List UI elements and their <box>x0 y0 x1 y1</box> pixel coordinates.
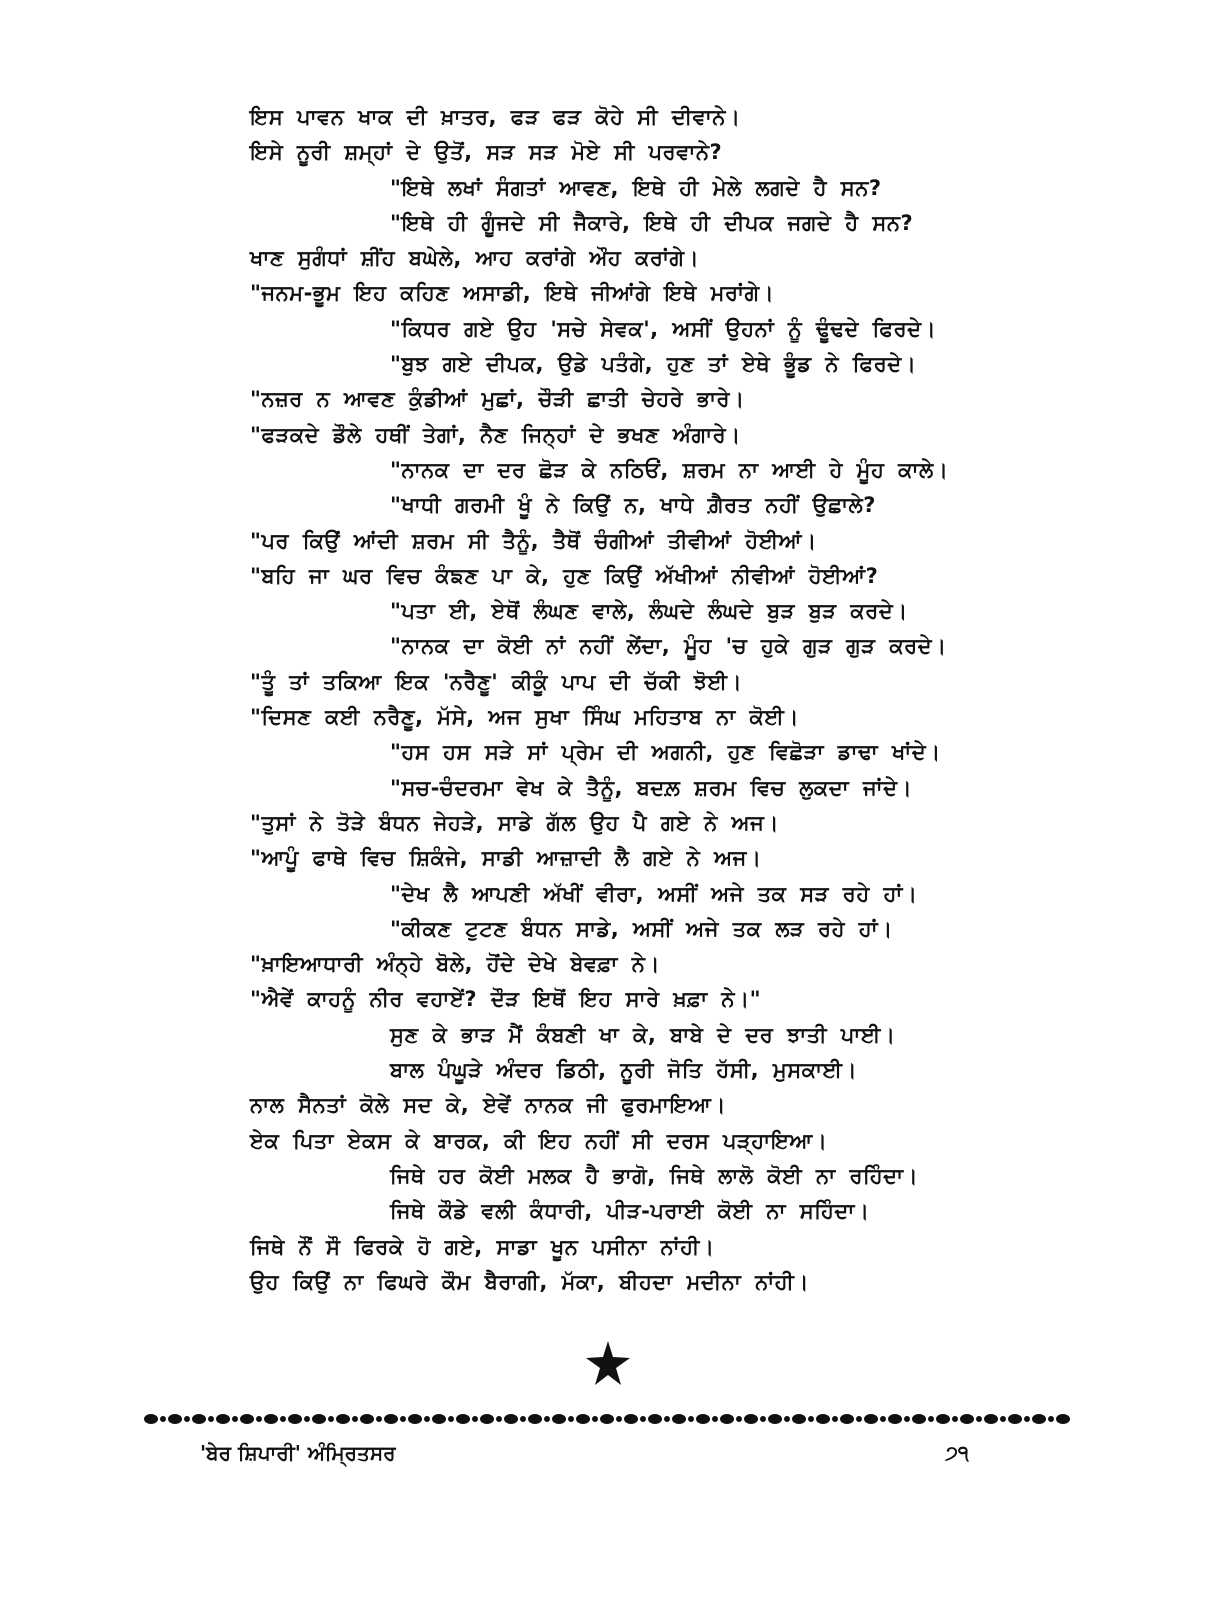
poem <box>250 100 990 1300</box>
border-bead <box>336 1414 350 1424</box>
border-bead <box>448 1416 454 1422</box>
border-bead <box>600 1414 614 1424</box>
poem-line: ਜਿਥੇ ਹਰ ਕੋਈ ਮਲਕ ਹੈ ਭਾਗੋ, ਜਿਥੇ ਲਾਲੋ ਕੋਈ ਨਾ ਰਹਿੰਦਾ। <box>390 1163 919 1188</box>
border-bead <box>528 1414 542 1424</box>
poem-line: "ਇਥੇ ਹੀ ਗੂੰਜਦੇ ਸੀ ਜੈਕਾਰੇ, ਇਥੇ ਹੀ ਦੀਪਕ ਜਗਦੇ ਹੈ ਸਨ? <box>390 210 914 235</box>
border-bead <box>688 1416 694 1422</box>
poem-line: ਜਿਥੇ ਕੌਡੇ ਵਲੀ ਕੰਧਾਰੀ, ਪੀੜ-ਪਰਾਈ ਕੋਈ ਨਾ ਸਹਿੰਦਾ। <box>390 1199 870 1224</box>
dotted-border-ornament <box>140 1412 1070 1426</box>
border-bead <box>720 1414 734 1424</box>
border-bead <box>696 1414 710 1424</box>
star-icon <box>583 1338 633 1388</box>
poem-line: ਖਾਣ ਸੁਗੰਧਾਂ ਸ਼ੀਂਹ ਬਘੇਲੇ, ਆਹ ਕਰਾਂਗੇ ਔਹ ਕਰਾਂਗੇ। <box>250 246 700 271</box>
border-bead <box>960 1414 974 1424</box>
border-bead <box>184 1416 190 1422</box>
border-bead <box>472 1416 478 1422</box>
border-bead <box>1008 1414 1022 1424</box>
border-bead <box>624 1414 638 1424</box>
border-bead <box>432 1414 446 1424</box>
poem-line: "ਪਰ ਕਿਉਂ ਆਂਦੀ ਸ਼ਰਮ ਸੀ ਤੈਨੂੰ, ਤੈਥੋਂ ਚੰਗੀਆਂ ਤੀਵੀਆਂ ਹੋਈਆਂ। <box>250 528 817 553</box>
border-bead <box>352 1416 358 1422</box>
poem-line: ਉਹ ਕਿਉਂ ਨਾ ਫਿਘਰੇ ਕੌਮ ਬੈਰਾਗੀ, ਮੱਕਾ, ਬੀਹਦਾ ਮਦੀਨਾ ਨਾਂਹੀ। <box>250 1269 810 1294</box>
border-bead <box>456 1414 470 1424</box>
border-bead <box>904 1416 910 1422</box>
poem-line: "ਜਨਮ-ਭੂਮ ਇਹ ਕਹਿਣ ਅਸਾਡੀ, ਇਥੇ ਜੀਆਂਗੇ ਇਥੇ ਮਰਾਂਗੇ। <box>250 281 775 306</box>
border-bead <box>640 1416 646 1422</box>
border-bead <box>384 1414 398 1424</box>
border-bead <box>1000 1416 1006 1422</box>
border-bead <box>928 1416 934 1422</box>
border-bead <box>280 1416 286 1422</box>
border-bead <box>712 1416 718 1422</box>
border-bead <box>328 1416 334 1422</box>
border-bead <box>304 1416 310 1422</box>
border-bead <box>864 1414 878 1424</box>
border-bead <box>424 1416 430 1422</box>
border-bead <box>616 1416 622 1422</box>
border-bead <box>736 1416 742 1422</box>
poem-line: ਜਿਥੇ ਨੌਂ ਸੌ ਫਿਰਕੇ ਹੋ ਗਏ, ਸਾਡਾ ਖੂਨ ਪਸੀਨਾ ਨਾਂਹੀ। <box>250 1234 715 1259</box>
border-bead <box>256 1416 262 1422</box>
poem-line: "ਤੂੰ ਤਾਂ ਤਕਿਆ ਇਕ 'ਨਰੈਣੂ' ਕੀਕੂੰ ਪਾਪ ਦੀ ਚੱਕੀ ਝੋਈ। <box>250 669 743 694</box>
border-bead <box>544 1416 550 1422</box>
poem-line: "ਤੁਸਾਂ ਨੇ ਤੋੜੇ ਬੰਧਨ ਜੇਹੜੇ, ਸਾਡੇ ਗੱਲ ਉਹ ਪੈ ਗਏ ਨੇ ਅਜ। <box>250 810 779 835</box>
border-bead <box>400 1416 406 1422</box>
border-bead <box>760 1416 766 1422</box>
border-bead <box>520 1416 526 1422</box>
poem-line: ਏਕ ਪਿਤਾ ਏਕਸ ਕੇ ਬਾਰਕ, ਕੀ ਇਹ ਨਹੀਂ ਸੀ ਦਰਸ ਪੜ੍ਹਾਇਆ। <box>250 1128 828 1153</box>
poem-line: "ਨਾਨਕ ਦਾ ਦਰ ਛੋੜ ਕੇ ਨਠਿਓਂ, ਸ਼ਰਮ ਨਾ ਆਈ ਹੇ ਮੂੰਹ ਕਾਲੇ। <box>390 457 949 482</box>
border-bead <box>832 1416 838 1422</box>
border-bead <box>360 1414 374 1424</box>
border-bead <box>192 1414 206 1424</box>
border-bead <box>952 1416 958 1422</box>
footer-book-title: 'ਬੇਰ ਸ਼ਿਪਾਰੀ' ਅੰਮ੍ਰਿਤਸਰ <box>200 1441 396 1465</box>
border-bead <box>744 1414 758 1424</box>
border-bead <box>856 1416 862 1422</box>
poem-line: "ਇਥੇ ਲਖਾਂ ਸੰਗਤਾਂ ਆਵਣ, ਇਥੇ ਹੀ ਮੇਲੇ ਲਗਦੇ ਹੈ ਸਨ? <box>390 175 882 200</box>
poem-line: "ਖ਼ਾਇਆਧਾਰੀ ਅੰਨ੍ਹੇ ਬੋਲੇ, ਹੋਂਦੇ ਦੇਖੇ ਬੇਵਫ਼ਾ ਨੇ। <box>250 952 661 977</box>
border-bead <box>912 1414 926 1424</box>
border-bead <box>264 1414 278 1424</box>
poem-line: "ਕਿਧਰ ਗਏ ਉਹ 'ਸਚੇ ਸੇਵਕ', ਅਸੀਂ ਉਹਨਾਂ ਨੂੰ ਢੂੰਢਦੇ ਫਿਰਦੇ। <box>390 316 937 341</box>
poem-line: ਇਸੇ ਨੂਰੀ ਸ਼ਮ੍ਹਾਂ ਦੇ ਉਤੋਂ, ਸੜ ਸੜ ਮੋਏ ਸੀ ਪਰਵਾਨੇ? <box>250 140 723 165</box>
poem-line: "ਐਵੇਂ ਕਾਹਨੂੰ ਨੀਰ ਵਹਾਏਂ? ਦੌੜ ਇਥੋਂ ਇਹ ਸਾਰੇ ਖ਼ਫ਼ਾ ਨੇ।" <box>250 987 762 1012</box>
border-bead <box>664 1416 670 1422</box>
border-bead <box>840 1414 854 1424</box>
border-bead <box>288 1414 302 1424</box>
border-bead <box>552 1414 566 1424</box>
border-bead <box>168 1414 182 1424</box>
border-bead <box>648 1414 662 1424</box>
poem-line: "ਦਿਸਣ ਕਈ ਨਰੈਣੂ, ਮੱਸੇ, ਅਜ ਸੁਖਾ ਸਿੰਘ ਮਹਿਤਾਬ ਨਾ ਕੋਈ। <box>250 705 800 730</box>
border-bead <box>408 1414 422 1424</box>
border-bead <box>376 1416 382 1422</box>
border-bead <box>768 1414 782 1424</box>
border-bead <box>888 1414 902 1424</box>
border-bead <box>880 1416 886 1422</box>
border-bead <box>1056 1414 1070 1424</box>
poem-line: "ਨਾਨਕ ਦਾ ਕੋਈ ਨਾਂ ਨਹੀਂ ਲੇਂਦਾ, ਮੂੰਹ 'ਚ ਹੁਕੇ ਗੁੜ ਗੁੜ ਕਰਦੇ। <box>390 634 947 659</box>
poem-line: "ਹਸ ਹਸ ਸੜੇ ਸਾਂ ਪ੍ਰੇਮ ਦੀ ਅਗਨੀ, ਹੁਣ ਵਿਛੋੜਾ ਡਾਢਾ ਖਾਂਦੇ। <box>390 740 941 765</box>
border-bead <box>1048 1416 1054 1422</box>
border-bead <box>232 1416 238 1422</box>
border-bead <box>1032 1414 1046 1424</box>
border-bead <box>816 1414 830 1424</box>
page-number: ੭੧ <box>945 1441 969 1465</box>
poem-line: "ਫੜਕਦੇ ਡੌਲੇ ਹਥੀਂ ਤੇਗਾਂ, ਨੈਣ ਜਿਨ੍ਹਾਂ ਦੇ ਭਖਣ ਅੰਗਾਰੇ। <box>250 422 741 447</box>
poem-line: "ਸਚ-ਚੰਦਰਮਾ ਵੇਖ ਕੇ ਤੈਨੂੰ, ਬਦਲ਼ ਸ਼ਰਮ ਵਿਚ ਲੁਕਦਾ ਜਾਂਦੇ। <box>390 775 913 800</box>
border-bead <box>1024 1416 1030 1422</box>
border-bead <box>504 1414 518 1424</box>
border-bead <box>784 1416 790 1422</box>
border-bead <box>240 1414 254 1424</box>
poem-line: "ਆਪੂੰ ਫਾਥੇ ਵਿਚ ਸ਼ਿਕੰਜੇ, ਸਾਡੀ ਆਜ਼ਾਦੀ ਲੈ ਗਏ ਨੇ ਅਜ। <box>250 846 762 871</box>
border-bead <box>592 1416 598 1422</box>
border-bead <box>480 1414 494 1424</box>
border-bead <box>576 1414 590 1424</box>
border-bead <box>160 1416 166 1422</box>
poem-line: "ਬੁਝ ਗਏ ਦੀਪਕ, ਉਡੇ ਪਤੰਗੇ, ਹੁਣ ਤਾਂ ਏਥੇ ਭੂੰਡ ਨੇ ਫਿਰਦੇ। <box>390 352 917 377</box>
border-bead <box>216 1414 230 1424</box>
poem-line: "ਬਹਿ ਜਾ ਘਰ ਵਿਚ ਕੰਙਣ ਪਾ ਕੇ, ਹੁਣ ਕਿਉਂ ਅੱਖੀਆਂ ਨੀਵੀਆਂ ਹੋਈਆਂ? <box>250 563 879 588</box>
border-bead <box>792 1414 806 1424</box>
poem-line: "ਪਤਾ ਈ, ਏਥੋਂ ਲੰਘਣ ਵਾਲੇ, ਲੰਘਦੇ ਲੰਘਦੇ ਬੁੜ ਬੁੜ ਕਰਦੇ। <box>390 599 908 624</box>
border-bead <box>808 1416 814 1422</box>
poem-line: ਬਾਲ ਪੰਘੂੜੇ ਅੰਦਰ ਡਿਠੀ, ਨੂਰੀ ਜੋਤਿ ਹੱਸੀ, ਮੁਸਕਾਈ। <box>390 1058 858 1083</box>
poem-line: "ਨਜ਼ਰ ਨ ਆਵਣ ਕੁੰਡੀਆਂ ਮੁਛਾਂ, ਚੌੜੀ ਛਾਤੀ ਚੇਹਰੇ ਭਾਰੇ। <box>250 387 745 412</box>
poem-line: ਇਸ ਪਾਵਨ ਖਾਕ ਦੀ ਖ਼ਾਤਰ, ਫੜ ਫੜ ਕੋਹੇ ਸੀ ਦੀਵਾਨੇ। <box>250 105 741 129</box>
border-bead <box>984 1414 998 1424</box>
border-bead <box>672 1414 686 1424</box>
border-bead <box>976 1416 982 1422</box>
border-bead <box>936 1414 950 1424</box>
poem-line: ਸੁਣ ਕੇ ਭਾੜ ਮੈਂ ਕੰਬਣੀ ਖਾ ਕੇ, ਬਾਬੇ ਦੇ ਦਰ ਝਾਤੀ ਪਾਈ। <box>390 1022 896 1047</box>
poem-line: "ਕੀਕਣ ਟੁਟਣ ਬੰਧਨ ਸਾਡੇ, ਅਸੀਂ ਅਜੇ ਤਕ ਲੜ ਰਹੇ ਹਾਂ। <box>390 916 893 941</box>
border-bead <box>312 1414 326 1424</box>
border-bead <box>496 1416 502 1422</box>
poem-line: "ਖਾਧੀ ਗਰਮੀ ਖੂੰ ਨੇ ਕਿਉਂ ਨ, ਖਾਧੇ ਗ਼ੈਰਤ ਨਹੀਂ ਉਛਾਲੇ? <box>390 493 876 518</box>
poem-line: ਨਾਲ ਸੈਨਤਾਂ ਕੋਲੇ ਸਦ ਕੇ, ਏਵੇਂ ਨਾਨਕ ਜੀ ਫੁਰਮਾਇਆ। <box>250 1093 727 1118</box>
border-bead <box>568 1416 574 1422</box>
poem-line: "ਦੇਖ ਲੈ ਆਪਣੀ ਅੱਖੀਂ ਵੀਰਾ, ਅਸੀਂ ਅਜੇ ਤਕ ਸੜ ਰਹੇ ਹਾਂ। <box>390 881 918 906</box>
border-bead <box>208 1416 214 1422</box>
border-bead <box>144 1414 158 1424</box>
